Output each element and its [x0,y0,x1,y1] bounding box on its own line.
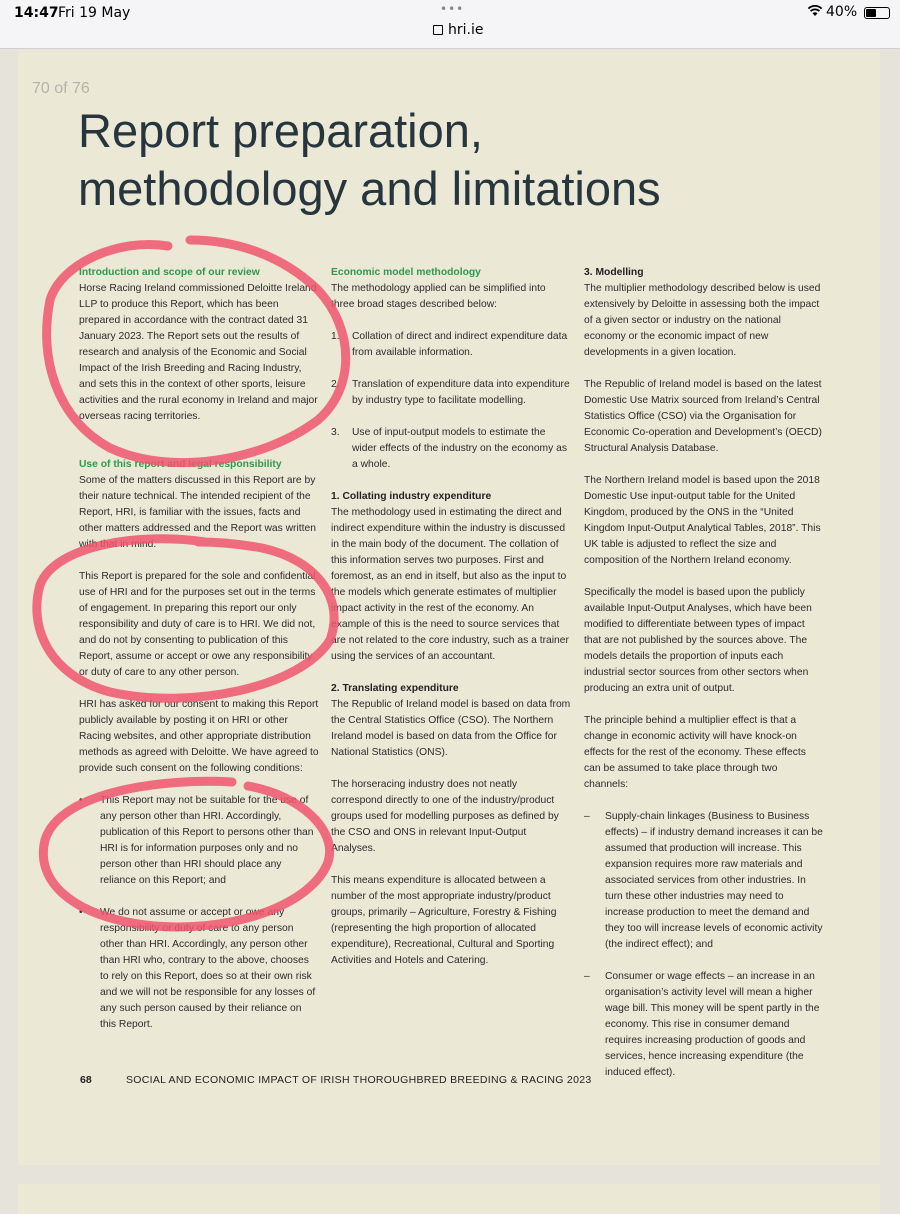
paragraph-modelling-1: The multiplier methodology described below is used extensively by Deloitte in assessing both the impact of a given sector or industry on the national economy or the economic impact of new developments in a given location. [584,283,821,358]
heading-translating: 2. Translating expenditure [331,683,459,694]
wifi-icon [807,4,823,21]
battery-percent: 40% [826,4,858,20]
list-item [584,809,824,953]
status-bar [0,0,900,49]
paragraph-use-3: HRI has asked for our consent to making this Report publicly available by posting it on HRI or other Racing websites, and other appropriate distribution methods as agreed with Deloitte. We have agreed to provide such consent on the following conditions: [79,699,319,774]
heading-modelling: 3. Modelling [584,267,644,278]
stage-2-text: Translation of expenditure data into expenditure by industry type to facilitate modelling. [352,379,570,406]
paragraph-modelling-5: The principle behind a multiplier effect is that a change in economic activity will have knock-on effects for the rest of the economy. These effects can be assumed to take place through two channels: [584,715,806,790]
list-item [331,377,571,409]
paragraph-translating-3: This means expenditure is allocated between a number of the most appropriate industry/product groups, primarily – Agriculture, Forestry & Fishing (representing the high proportion of allocated expenditure), Recreational, Cultural and Sporting Activities and Hotels and Catering. [331,875,557,966]
paragraph-economic-model: The methodology applied can be simplified into three broad stages described below: [331,283,546,310]
dash: – [584,811,590,822]
list-item [79,793,319,889]
paragraph-translating-1: The Republic of Ireland model is based on data from the Central Statistics Office (CSO). The Northern Ireland model is based on data from the Office for National Statistics (ONS). [331,699,571,758]
heading-use: Use of this report and legal responsibility [79,459,282,470]
more-dots-icon[interactable]: ••• [440,2,465,16]
bullet: • [79,795,83,806]
paragraph-use-2: This Report is prepared for the sole and confidential use of HRI and for the purposes set out in the terms of engagement. In preparing this report our only responsibility and duty of care is to HRI. We did not, and do not by consenting to publication of this Report, assume or accept or owe any responsibility or duty of care to any other person. [79,571,316,678]
stage-3-text: Use of input-output models to estimate the wider effects of the industry on the economy as a whole. [352,427,568,470]
paragraph-modelling-2: The Republic of Ireland model is based on the latest Domestic Use Matrix sourced from Ireland’s Central Statistics Office (CSO) via the Organisation for Economic Co-operation and Development’s (OECD) Structural Analysis Database. [584,379,822,454]
list-item [79,905,319,1033]
paragraph-use-1: Some of the matters discussed in this Report are by their nature technical. The intended recipient of the Report, HRI, is familiar with the issues, facts and other matters addressed and the Report was written with that in mind. [79,475,316,550]
list-item [331,425,571,473]
list-number: 2. [331,379,340,390]
paragraph-collating: The methodology used in estimating the direct and indirect expenditure within the industry is discussed in the main body of the document. The collation of this information serves two purposes. First and foremost, as an end in itself, but also as the input to the models which generate estimates of multiplier impact activity in the rest of the economy. An example of this is the need to source services that are not related to the core industry, such as a trainer using the services of an accountant. [331,507,569,662]
column-right [584,265,824,1081]
list-number: 1. [331,331,340,342]
heading-economic-model: Economic model methodology [331,267,481,278]
dash: – [584,971,590,982]
date: Fri 19 May [58,5,131,21]
paragraph-modelling-3: The Northern Ireland model is based upon the 2018 Domestic Use input-output table for the United Kingdom, produced by the ONS in the “United Kingdom Input-Output Analytical Tables, 2018”. This UK table is adjusted to reflect the size and composition of the Northern Ireland economy. [584,475,821,566]
column-left [79,265,319,1033]
paragraph-modelling-4: Specifically the model is based upon the publicly available Input-Output Analyses, which have been modified to differentiate between types of impact that are not published by the sources above. The models details the proportion of inputs each industrial sector sources from other sectors when producing an extra unit of output. [584,587,812,694]
lock-icon [433,25,443,35]
title-line-1: Report preparation, [78,104,483,157]
list-item [584,969,824,1081]
page-title [78,102,858,218]
document-page[interactable] [18,50,880,1165]
battery-icon [864,7,890,19]
url-text: hri.ie [448,22,484,38]
clock: 14:47 [14,5,59,21]
heading-collating: 1. Collating industry expenditure [331,491,492,502]
title-line-2: methodology and limitations [78,162,661,215]
footer-running-title: SOCIAL AND ECONOMIC IMPACT OF IRISH THOROUGHBRED BREEDING & RACING 2023 [126,1074,592,1086]
column-middle [331,265,571,969]
list-number: 3. [331,427,340,438]
address-bar[interactable] [433,22,483,38]
footer-page-number: 68 [80,1074,92,1086]
bullet-1-text: This Report may not be suitable for the use of any person other than HRI. Accordingly, publication of this Report to persons other than HRI is for information purposes only and no person other than HRI should place any reliance on this Report; and [100,795,314,886]
paragraph-translating-2: The horseracing industry does not neatly correspond directly to one of the industry/product groups used for modelling purposes as defined by the CSO and ONS in relevant Input-Output Analyses. [331,779,559,854]
page-indicator: 70 of 76 [32,80,90,97]
stage-1-text: Collation of direct and indirect expenditure data from available information. [352,331,568,358]
next-page-edge [18,1184,880,1214]
list-item [331,329,571,361]
channel-1-text: Supply-chain linkages (Business to Business effects) – if industry demand increases it can be assumed that production will increase. This expansion requires more raw materials and associated services from other industries. In turn these other industries may need to increase production to meet the demand and they too will increase levels of economic activity (the indirect effect); and [605,811,823,950]
channel-2-text: Consumer or wage effects – an increase in an organisation’s activity level will mean a higher wage bill. This money will be spent partly in the economy. This rise in consumer demand requires increasing production of goods and services, hence increasing expenditure (the induced effect). [605,971,820,1078]
bullet: • [79,907,83,918]
paragraph-intro: Horse Racing Ireland commissioned Deloitte Ireland LLP to produce this Report, which has been prepared in accordance with the contract dated 31 January 2023. The Report sets out the results of research and analysis of the Economic and Social Impact of the Irish Breeding and Racing Industry, and sets this in the context of other sports, leisure activities and the rural economy in Ireland and major overseas racing territories. [79,283,318,422]
heading-intro: Introduction and scope of our review [79,267,260,278]
bullet-2-text: We do not assume or accept or owe any responsibility or duty of care to any person other than HRI. Accordingly, any person other than HRI who, contrary to the above, chooses to rely on this Report, does so at their own risk and we will not be responsible for any losses of any such person caused by their reliance on this Report. [100,907,316,1030]
